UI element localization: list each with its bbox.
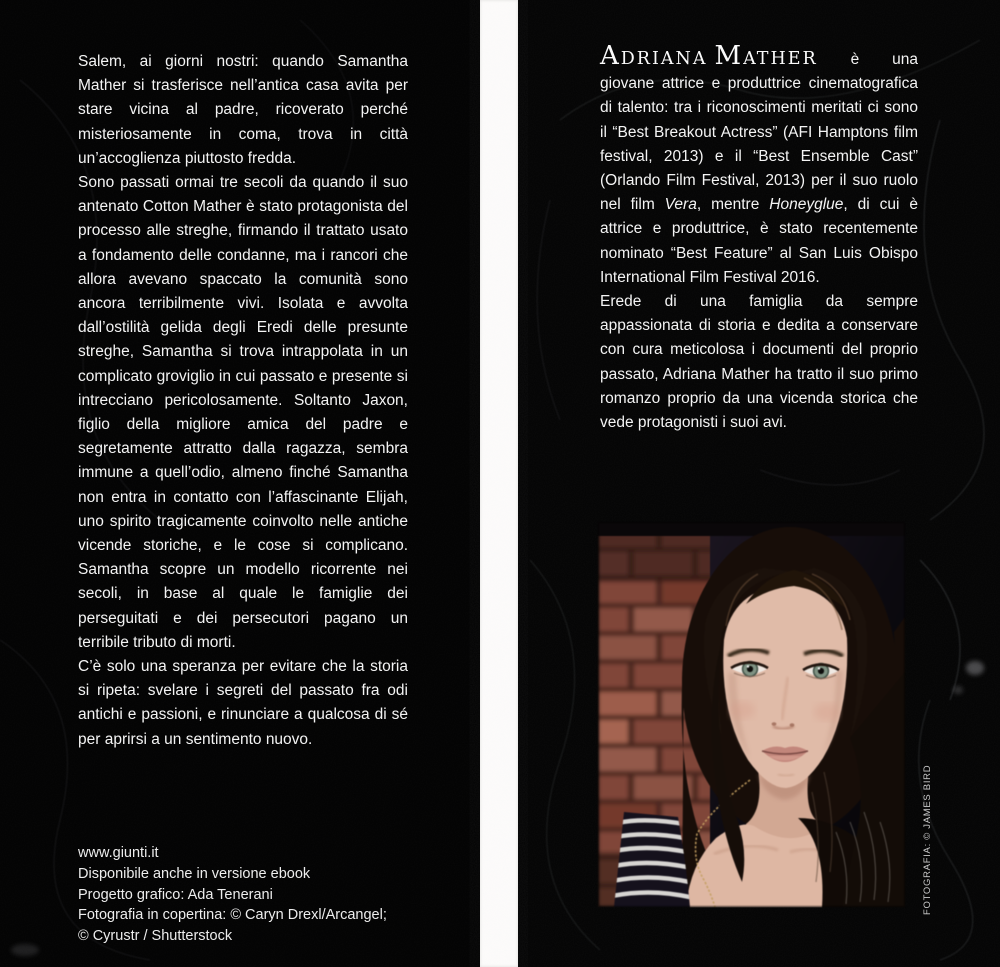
bio-text: è una giovane attrice e produttrice cinematografica di talento: tra i riconoscimenti meritati ci sono il “Best Breakout Actress” (AFI Hamptons film festival, 2013) e il “Best Ensemble Cast” (Orlando Film Festival, 2013) per il suo ruolo nel film: [600, 51, 918, 214]
synopsis-paragraph-3: C’è solo una speranza per evitare che la storia si ripeta: svelare i segreti del passato fra odi antichi e passioni, e rinunciare a qualcosa di sé per aprirsi a un sentimento nuovo.: [78, 658, 408, 748]
author-bio-block: [600, 41, 918, 435]
author-portrait-photo: [598, 522, 905, 907]
right-eye: [803, 664, 839, 679]
spine-gutter: [480, 0, 518, 967]
author-name: ADRIANA MATHER: [600, 41, 818, 71]
synopsis-text-block: [78, 50, 408, 752]
credit-cover-photo-2: © Cyrustr / Shutterstock: [78, 928, 233, 945]
synopsis-paragraph-2: Sono passati ormai tre secoli da quando il suo antenato Cotton Mather è stato protagonista del processo alle streghe, firmando il trattato usato a fondamento delle condanne, ma i rancori che allora avevano spaccato la comunità sono ancora terribilmente vivi. Isolata e avvolta dall’ostilità gelida degli Eredi delle presunte streghe, Samantha si trova intrappolata in un complicato groviglio in cui passato e presente si intrecciano pericolosamente. Soltanto Jaxon, figlio della migliore amica del padre e segretamente attratto dalla ragazza, sembra immune a quell’odio, almeno finché Samantha non entra in contatto con l’affascinante Elijah, uno spirito tragicamente coinvolto nelle antiche vicende storiche, e le cose si complicano. Samantha scopre un modello ricorrente nei secoli, in base al quale le famiglie dei perseguitati e dei persecutori pagano un terribile tributo di morti.: [78, 174, 408, 651]
credit-cover-photo: Fotografia in copertina: © Caryn Drexl/Arcangel;: [78, 907, 387, 924]
credit-graphic-design: Progetto grafico: Ada Tenerani: [78, 886, 273, 903]
bio-paragraph-2: Erede di una famiglia da sempre appassionata di storia e dedita a conservare con cura meticolosa i documenti del proprio passato, Adriana Mather ha tratto il suo primo romanzo proprio da una vicenda storica che vede protagonisti i suoi avi.: [600, 293, 918, 432]
film-title-honeyglue: Honeyglue: [769, 196, 844, 214]
film-title-vera: Vera: [664, 196, 697, 214]
credit-website: www.giunti.it: [78, 845, 159, 861]
credit-ebook: Disponibile anche in versione ebook: [78, 865, 311, 882]
photo-credit-vertical: FOTOGRAFIA: © JAMES BIRD: [922, 764, 933, 915]
bio-paragraph-1: ADRIANA MATHER è una giovane attrice e produttrice cinematografica di talento: tra i riconoscimenti meritati ci sono il “Best Breakout Actress” (AFI Hamptons film festival, 2013) e il “Best Ensemble Cast” (Orlando Film Festival, 2013) per il suo ruolo nel film Vera, mentre Honeyglue, di cui è attrice e produttrice, è stato recentemente nominato “Best Feature” al San Luis Obispo International Film Festival 2016.: [600, 41, 918, 286]
print-credits-block: [78, 843, 418, 947]
synopsis-paragraph-1: Salem, ai giorni nostri: quando Samantha Mather si trasferisce nell’antica casa avita per stare vicina al padre, ricoverato perché misteriosamente in coma, trova in città un’accoglienza piuttosto fredda.: [78, 53, 408, 167]
